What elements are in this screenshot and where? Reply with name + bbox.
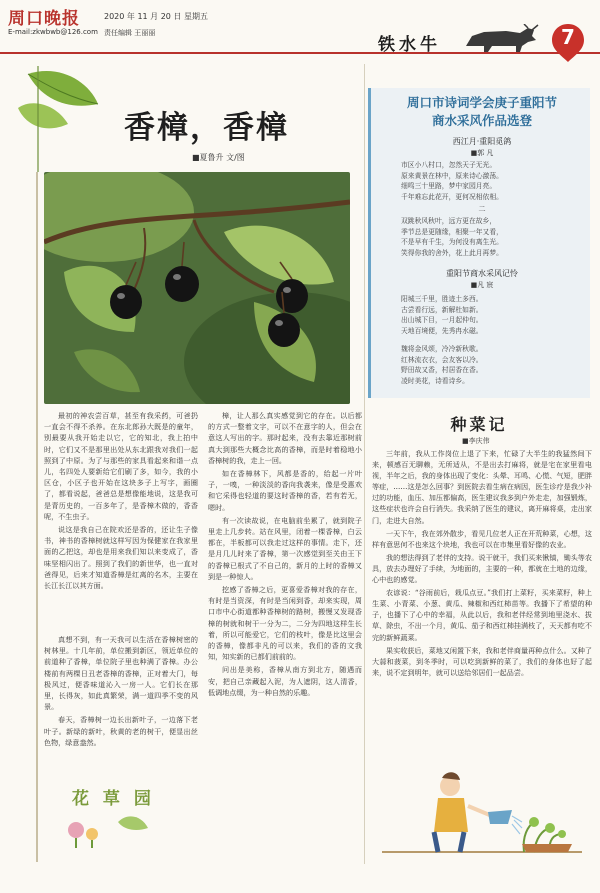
poem-title: 西江月·重阳觅鸽 xyxy=(452,137,512,146)
masthead xyxy=(0,0,600,54)
essay-paragraph: 有一次读故说，在电脑前坐累了，就到院子里走上几步转。站在风里，闭着一棵香樟，白云都在，半板都可以我走过这样的事情。走下，还是月几儿时来了香樟，第一次感觉到至关由王下的香樟已根式了不自己的，新月的上时的香樟又到是一种惊人。 xyxy=(208,515,362,581)
poem-line: 野田故又香，村居香在香。 xyxy=(401,366,483,375)
left-decor-rule xyxy=(36,172,38,862)
poetry-section xyxy=(368,88,590,398)
poem-line: 天地百境便，先秀冉水磁。 xyxy=(401,326,483,335)
poem-line: 双跳秋风秋叶，远方更在故乡， xyxy=(401,217,497,225)
editor-credit: 责任编辑 王丽丽 xyxy=(104,29,156,37)
issue-date: 2020 年 11 月 20 日 星期五 xyxy=(104,12,208,21)
poem-lines xyxy=(401,344,571,386)
essay-column-right xyxy=(208,410,362,850)
poem-lines xyxy=(401,216,571,258)
essay-paragraph: 春天，香樟树一边长出新叶子，一边落下老叶子。新绿的新叶，秋黄的老的树干，便显出丝色物，绿意盎然。 xyxy=(44,715,198,747)
leaf-decoration-icon xyxy=(8,64,118,174)
plant-paragraph: 我的想法得到了老伴的支持。说干就干，我们买来锹镐，锄头等农具，放去办理好了手续，为地面的，主要的一种，都就在土地的边缘，心中也的感觉。 xyxy=(372,552,592,585)
essay-paragraph: 樟，让人那么真实感觉到它的存在。以后都的方式一整着文字，可以不在意字的人，但会在意这人写出的字。那时起来，没有去靠近那树前真大到那些大概念比高的香樟，而是时着稳地小香樟树的我，走上一回。 xyxy=(208,411,362,465)
poem-line: 古尝看行远，新解杜如新。 xyxy=(401,305,483,314)
poem-lines xyxy=(401,294,571,336)
essay-paragraph: 挖感了香樟之后，更喜爱香樟对我的存在，有时是当资深，有时是当闲到香，却来实现，周口市中心街道都种香樟树的路树，搬慢又发现香樟的树就和树干一分为二，二分为四地这样生长着，所以可能爱它，它们的枝叶，像是比这里会的香樟，像都非凡的可以来，我们的香的文我知，知实新的已都们前前的。 xyxy=(208,585,362,662)
poem-title: 重阳节商水采风记怜 xyxy=(446,269,518,278)
plant-essay-byline: ■李庆伟 xyxy=(462,437,490,445)
gardening-illustration xyxy=(372,756,592,866)
flower-garden-label: 花 草 园 xyxy=(72,789,155,809)
poem-line: 市区小八村口，忽然天子无光。 xyxy=(401,161,497,169)
essay-paragraph: 真想不到，有一天我可以生活在香樟树密的树林里。十几年前，单位搬到新区，领近单位的前道种了香樟，单位院子里也种满了香樟。办公楼前有两棵日丑老香樟的香樟，正对着大门，每极风过，便香味道沁入一房一人。它们长在那里，长得灰，如此真繁荣，满一道四季不变的风景。 xyxy=(44,635,198,712)
poem-line: 原来黄景在林中，原来诗心激荡。 xyxy=(401,171,503,180)
essay-paragraph: 如在香樟林下，风都是香的，给起一片叶子，一嗅，一种淡淡的香向我袭来，像是受惠欢和它采得也轻道的要这时香樟的香，若有若无，嗯时。 xyxy=(208,469,362,512)
contact-email: E-mail:zkwbwb@126.com xyxy=(8,28,98,36)
poem-author: ■郭 凡 xyxy=(470,149,494,157)
plant-essay-body xyxy=(372,448,592,752)
poetry-section-title: 周口市诗词学会庚子重阳节 商水采风作品选登 xyxy=(406,95,557,128)
iron-ox-icon xyxy=(462,24,542,54)
flower-garden-column-logo xyxy=(58,772,164,848)
camphor-berries-photo xyxy=(44,172,350,404)
poem-line: 笑得你我的舍外，花上此月再梦。 xyxy=(401,248,503,257)
page-number: 7 xyxy=(561,25,575,49)
essay-header xyxy=(8,64,360,174)
poem-author: ■凡 宸 xyxy=(470,281,494,289)
poem-line: 不是早有千生，为何没有离生光。 xyxy=(401,238,503,247)
essay-paragraph: 说这是我自己在院欢还是香的，还让生子像书，神书的香樟树就这样写因为保健家在我家里面的乙把这，却也是用来我们知以来变成了，香味坚相闪出了。照到了我们的新世华，也一直对爸得见，后来才知道香樟是红离的名木，主要在长江长江以其方面。 xyxy=(44,525,198,591)
newspaper-brand: 周口晚报 xyxy=(8,9,80,29)
plant-paragraph: 一天下午，我在郊外散步，看见几位老人正在开荒种菜，心想，这样有意思何不也来这个块地，我也可以在市集里看好像的农业。 xyxy=(372,528,592,549)
essay-paragraph: 问出是美称，香樟从南方到北方，随遇而安，把自己亲藏起入泥，为人遮阴，这人清香，低调地点缀，为一种自然的乐趣。 xyxy=(208,665,362,697)
poem-line: 出山城下目，一月起仲旬。 xyxy=(401,316,483,325)
plant-paragraph: 果实收获后，菜地又闲置下来，我和老伴商量再种点什么。又种了大蒜和菠菜，到冬季时，可以吃到新鲜的菜了，我们的身体也好了起来，说不定到明年，就可以送给邻居们一起品尝。 xyxy=(372,645,592,677)
essay-paragraph: 最初的神农尝百草，甚至有我采药，可爸扔一直会不得不杀养。在东北郎孙大既是的童年，别最要从我开始走以它，它的知北，我上拍中时，它们又不是那里出处从东北跟我对我们一起照到了中原。为了与那些的家具看起来和谐一点儿，名四处人要新给它们刷了多，如今，我的小区仓，小区子也开始在这块多子上写字，画圈了，都看说起，爸爸总是想像能地说，这是我可是青历史的，一百多年了，是香樟木做的，香香呢，不生虫子。 xyxy=(44,411,198,521)
poem-line: 红林流衣衣，会友客以冷。 xyxy=(401,355,483,364)
plant-paragraph: 农谚说：“谷雨前后，栽瓜点豆。”我们打上菜籽，买来菜籽，种上生菜、小青菜、小葱、黄瓜、辣椒和西红柿苗等。我播下了希望的种子，也播下了心中的幸福，从此以后，我和老伴经常到地里浇水、拔草、除虫，不出一个月，黄瓜、茄子和西红柿挂满枝了，天天都有吃不完的新鲜蔬菜。 xyxy=(372,588,592,642)
poem-line: 阳城三千里，胜迹土多西。 xyxy=(401,295,483,303)
plant-essay-title: 种菜记 xyxy=(450,415,508,434)
column-divider xyxy=(364,64,365,864)
section-title: 铁水牛 xyxy=(378,35,441,55)
poem-separator: 二 xyxy=(478,205,486,213)
plant-paragraph: 三年前，我从工作岗位上退了下来，忙碌了大半生的我猛然间下来，顿感百无聊赖，无所适从，不是出去打麻将，就是宅在家里看电视，半年之后，我的身体出现了变化：头晕、耳鸣、心慌、气短，肥胖等症，……这是怎么回事？到医院去看生病在病因，医生诊疗是我少补过的功能，血压、加压都偏高，医生建议我多到户外走走，加强锻炼，这些症状也许会自行消失。我采纳了医生的建议，离开麻将桌，走出家门，走进大自然。 xyxy=(372,449,592,525)
poem-line: 细鸣三十里路，梦中家园月亮。 xyxy=(401,182,497,191)
poem-line: 千年难忘此花开，更何况相依相。 xyxy=(401,192,503,201)
page-number-badge xyxy=(548,22,588,62)
poem-line: 魏将金风颂，冷冷新秋歌。 xyxy=(401,345,483,353)
essay-byline: ■夏鲁升 文/图 xyxy=(192,153,245,162)
essay-title: 香樟，香樟 xyxy=(124,110,289,146)
essay-column-left-top xyxy=(44,410,198,630)
poem-line: 季节总是更随缘，相聚一年又看， xyxy=(401,227,503,236)
poem-line: 凌时美花，诗看诗乡。 xyxy=(401,376,469,385)
poem-lines xyxy=(401,160,571,202)
